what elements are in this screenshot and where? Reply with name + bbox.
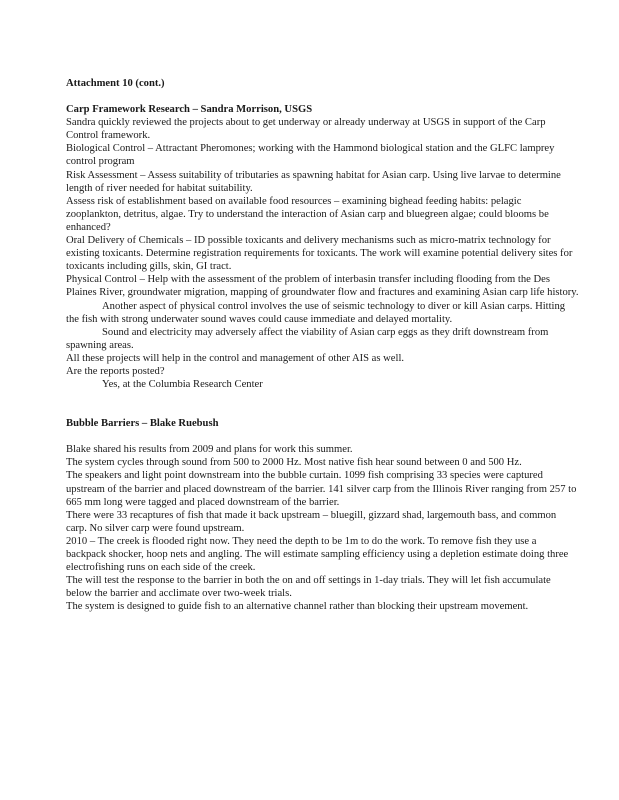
answer: Yes, at the Columbia Research Center: [102, 379, 263, 391]
paragraph: Blake shared his results from 2009 and plans for work this summer.: [66, 444, 353, 456]
paragraph: The speakers and light point downstream into the bubble curtain. 1099 fish comprising 33 species were captured upstream of the barrier and placed downstream of the barrier. 141 silver carp from the Illinois River ranging from 257 to 665 mm long were tagged and placed downstream of the barrier.: [66, 470, 577, 508]
paragraph: Sandra quickly reviewed the projects about to get underway or already underway at USGS in support of the Carp Control framework.: [66, 117, 546, 142]
paragraph: The system is designed to guide fish to an alternative channel rather than blocking their upstream movement.: [66, 601, 529, 613]
section-body-bubble-barriers: [66, 443, 579, 613]
paragraph: Assess risk of establishment based on available food resources – examining bighead feeding habits: pelagic zooplankton, detritus, algae. Try to understand the interaction of Asian carp and bluegreen algae; could blooms be enhanced?: [66, 195, 549, 233]
paragraph: The will test the response to the barrier in both the on and off settings in 1-day trials. They will let fish accumulate below the barrier and acclimate over two-week trials.: [66, 575, 551, 600]
paragraph: Physical Control – Help with the assessment of the problem of interbasin transfer including flooding from the Des Plaines River, groundwater migration, mapping of groundwater flow and fractures and examining Asian carp life history.: [66, 274, 579, 299]
attachment-title: Attachment 10 (cont.): [66, 78, 165, 89]
paragraph: The system cycles through sound from 500 to 2000 Hz. Most native fish hear sound between 0 and 500 Hz.: [66, 457, 522, 469]
paragraph: Another aspect of physical control involves the use of seismic technology to diver or kill Asian carps. Hitting the fish with strong underwater sound waves could cause immediate and delayed mortality.: [66, 300, 566, 325]
paragraph: There were 33 recaptures of fish that made it back upstream – bluegill, gizzard shad, largemouth bass, and common carp. No silver carp were found upstream.: [66, 509, 557, 534]
paragraph: Sound and electricity may adversely affect the viability of Asian carp eggs as they drift downstream from spawning areas.: [66, 326, 549, 351]
section-body-carp-framework: [66, 116, 579, 391]
paragraph: 2010 – The creek is flooded right now. They need the depth to be 1m to do the work. To remove fish they use a backpack shocker, hoop nets and angling. The will estimate sampling efficiency using a depletion estimate doing three electrofishing runs on each side of the creek.: [66, 535, 569, 574]
paragraph: Biological Control – Attractant Pheromones; working with the Hammond biological station and the GLFC lamprey control program: [66, 143, 555, 168]
section-heading-carp-framework: Carp Framework Research – Sandra Morrison, USGS: [66, 104, 313, 116]
question: Are the reports posted?: [66, 365, 165, 377]
section-heading-bubble-barriers: Bubble Barriers – Blake Ruebush: [66, 418, 219, 430]
paragraph: All these projects will help in the control and management of other AIS as well.: [66, 352, 405, 364]
spacer: [66, 430, 579, 443]
paragraph: Oral Delivery of Chemicals – ID possible toxicants and delivery mechanisms such as micro-matrix technology for existing toxicants. Determine registration requirements for toxicants. The work will examine potential delivery sites for toxicants including gills, skin, GI tract.: [66, 235, 573, 273]
paragraph: Risk Assessment – Assess suitability of tributaries as spawning habitat for Asian carp. Using live larvae to determine length of river needed for habitat suitability.: [66, 169, 561, 194]
spacer: [66, 391, 579, 417]
